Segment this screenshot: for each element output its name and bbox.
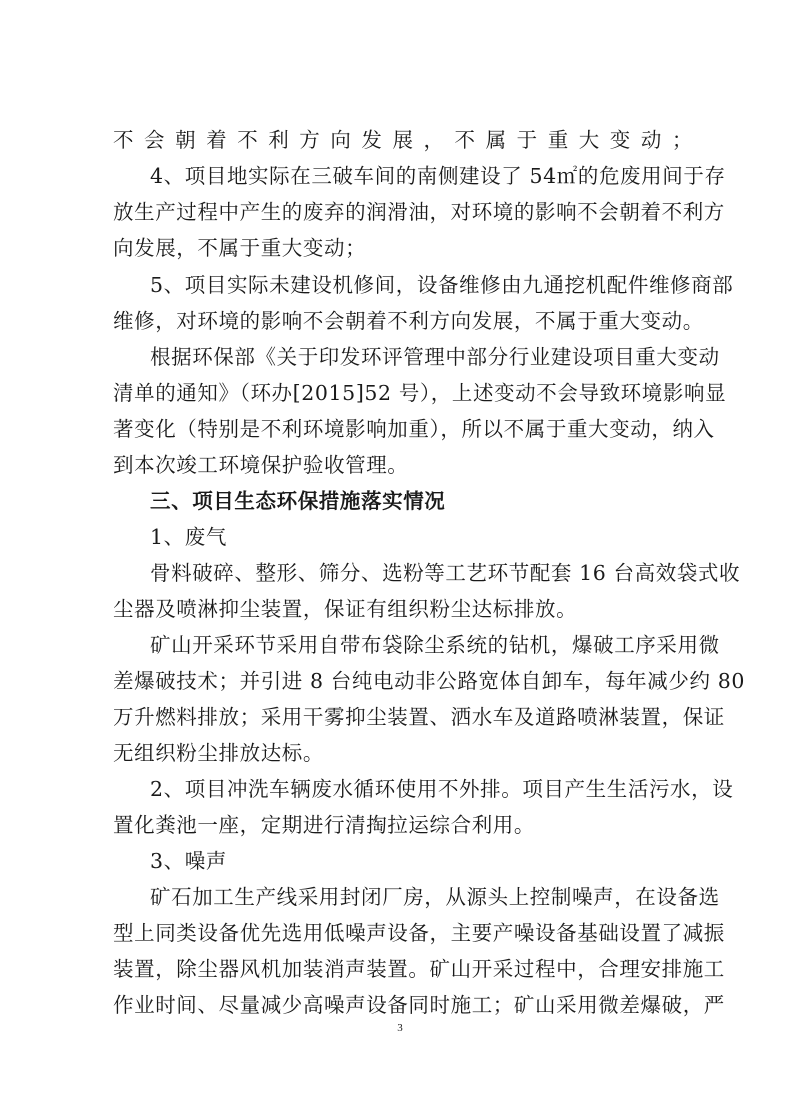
text-line: 著变化（特别是不利环境影响加重），所以不属于重大变动，纳入 xyxy=(113,417,715,441)
text-line: 向发展，不属于重大变动； xyxy=(113,236,367,260)
text-line: 根据环保部《关于印发环评管理中部分行业建设项目重大变动 xyxy=(150,345,720,369)
text-line: 无组织粉尘排放达标。 xyxy=(113,741,324,765)
subsection-heading: 3、噪声 xyxy=(150,849,227,873)
text-line: 矿山开采环节采用自带布袋除尘系统的钻机，爆破工序采用微 xyxy=(150,633,720,657)
text-line: 维修，对环境的影响不会朝着不利方向发展，不属于重大变动。 xyxy=(113,309,704,333)
page-number: 3 xyxy=(397,1022,403,1034)
text-line: 装置，除尘器风机加装消声装置。矿山开采过程中，合理安排施工 xyxy=(113,957,725,981)
text-line: 放生产过程中产生的废弃的润滑油，对环境的影响不会朝着不利方 xyxy=(113,200,725,224)
text-line: 骨料破碎、整形、筛分、选粉等工艺环节配套 16 台高效袋式收 xyxy=(150,561,741,585)
subsection-heading: 1、废气 xyxy=(150,525,227,549)
text-line: 到本次竣工环境保护验收管理。 xyxy=(113,453,409,477)
text-line: 置化粪池一座，定期进行清掏拉运综合利用。 xyxy=(113,813,535,837)
text-line: 万升燃料排放；采用干雾抑尘装置、洒水车及道路喷淋装置，保证 xyxy=(113,705,725,729)
section-heading: 三、项目生态环保措施落实情况 xyxy=(150,489,446,513)
text-line: 作业时间、尽量减少高噪声设备同时施工；矿山采用微差爆破，严 xyxy=(113,993,725,1017)
text-line: 型上同类设备优先选用低噪声设备，主要产噪设备基础设置了减振 xyxy=(113,921,725,945)
text-line: 2、项目冲洗车辆废水循环使用不外排。项目产生生活污水，设 xyxy=(150,777,734,801)
text-line: 矿石加工生产线采用封闭厂房，从源头上控制噪声，在设备选 xyxy=(150,885,720,909)
text-line: 不会朝着不利方向发展，不属于重大变动； xyxy=(113,128,693,152)
text-line: 差爆破技术；并引进 8 台纯电动非公路宽体自卸车，每年减少约 80 xyxy=(113,669,745,693)
text-line: 4、项目地实际在三破车间的南侧建设了 54㎡的危废用间于存 xyxy=(150,164,726,188)
text-line: 清单的通知》（环办[2015]52 号），上述变动不会导致环境影响显 xyxy=(113,381,727,405)
text-line: 尘器及喷淋抑尘装置，保证有组织粉尘达标排放。 xyxy=(113,597,578,621)
text-line: 5、项目实际未建设机修间，设备维修由九通挖机配件维修商部 xyxy=(150,273,734,297)
